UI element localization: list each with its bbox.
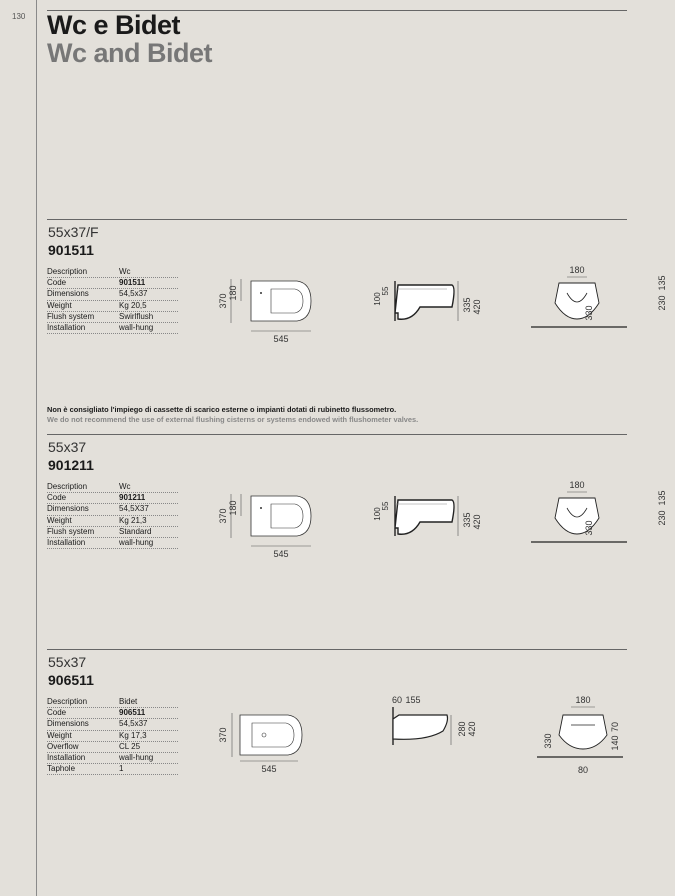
wc-front-view-drawing <box>529 263 667 333</box>
svg-text:370: 370 <box>218 508 228 524</box>
flushing-note <box>47 405 418 425</box>
bidet-front-view-drawing <box>527 693 627 775</box>
svg-text:330: 330 <box>584 305 594 321</box>
svg-text:420: 420 <box>472 299 482 315</box>
wc-top-view-drawing <box>217 271 367 347</box>
spec-row: Weight Kg 17,3 <box>47 731 178 742</box>
svg-text:370: 370 <box>218 727 228 743</box>
bidet-top-view-drawing <box>212 709 342 779</box>
spec-row: Installation wall-hung <box>47 753 178 764</box>
svg-text:180: 180 <box>569 265 585 275</box>
svg-text:280: 280 <box>457 721 467 737</box>
bidet-side-view-drawing <box>387 693 497 753</box>
svg-text:180: 180 <box>569 480 585 490</box>
svg-text:330: 330 <box>543 733 553 749</box>
svg-text:180: 180 <box>228 500 238 516</box>
spec-row: Dimensions 54,5x37 <box>47 719 178 730</box>
section-rule <box>47 434 627 435</box>
svg-text:135: 135 <box>657 275 667 291</box>
note-italian: Non è consigliato l'impiego di cassette di scarico esterne o impianti dotati di rubinetto flussometro. <box>47 405 397 414</box>
spec-row: Dimensions 54,5x37 <box>47 289 178 300</box>
svg-text:60: 60 <box>391 695 403 705</box>
note-english: We do not recommend the use of external flushing cisterns or systems endowed with flushometer valves. <box>47 415 419 424</box>
wc-front-view-drawing <box>529 478 667 548</box>
spec-row: Dimensions 54,5X37 <box>47 504 178 515</box>
svg-text:545: 545 <box>273 549 289 559</box>
svg-text:55: 55 <box>381 286 390 296</box>
spec-table <box>47 697 178 775</box>
svg-text:545: 545 <box>273 334 289 344</box>
product-size: 55x37/F <box>48 224 99 240</box>
product-code: 906511 <box>48 672 94 688</box>
spec-row: Overflow CL 25 <box>47 742 178 753</box>
section-rule <box>47 219 627 220</box>
svg-text:545: 545 <box>261 764 277 774</box>
spec-row: Description Wc <box>47 482 178 493</box>
svg-text:80: 80 <box>577 765 589 775</box>
svg-text:370: 370 <box>218 293 228 309</box>
spec-row: Code 901511 <box>47 278 178 289</box>
spec-row: Code 906511 <box>47 708 178 719</box>
svg-text:230: 230 <box>657 295 667 311</box>
spec-row: Code 901211 <box>47 493 178 504</box>
section-rule <box>47 649 627 650</box>
page-title-english: Wc and Bidet <box>47 38 213 68</box>
product-code: 901511 <box>48 242 94 258</box>
wc-side-view-drawing <box>372 492 492 552</box>
product-size: 55x37 <box>48 439 87 455</box>
svg-text:55: 55 <box>381 501 390 511</box>
spec-table <box>47 482 178 549</box>
svg-text:230: 230 <box>657 510 667 526</box>
svg-text:330: 330 <box>584 520 594 536</box>
product-size: 55x37 <box>48 654 87 670</box>
svg-text:335: 335 <box>462 297 472 313</box>
spec-row: Weight Kg 21,3 <box>47 516 178 527</box>
svg-text:100: 100 <box>373 507 382 521</box>
spec-row: Installation wall-hung <box>47 538 178 549</box>
page-title-italian: Wc e Bidet <box>47 10 181 40</box>
svg-text:180: 180 <box>575 695 591 705</box>
svg-text:420: 420 <box>467 721 477 737</box>
spec-row: Weight Kg 20,5 <box>47 301 178 312</box>
svg-text:135: 135 <box>657 490 667 506</box>
margin-rule <box>36 0 37 896</box>
svg-text:100: 100 <box>373 292 382 306</box>
spec-table <box>47 267 178 334</box>
svg-text:140: 140 <box>610 735 620 751</box>
spec-row: Installation wall-hung <box>47 323 178 334</box>
spec-row: Taphole 1 <box>47 764 178 775</box>
wc-top-view-drawing <box>217 486 367 562</box>
spec-row: Flush system Swirlflush <box>47 312 178 323</box>
product-code: 901211 <box>48 457 94 473</box>
svg-text:335: 335 <box>462 512 472 528</box>
spec-row: Description Bidet <box>47 697 178 708</box>
svg-text:155: 155 <box>405 695 421 705</box>
wc-side-view-drawing <box>372 277 492 337</box>
svg-text:70: 70 <box>610 721 620 733</box>
page-number: 130 <box>12 12 26 21</box>
svg-text:420: 420 <box>472 514 482 530</box>
spec-row: Flush system Standard <box>47 527 178 538</box>
svg-text:180: 180 <box>228 285 238 301</box>
spec-row: Description Wc <box>47 267 178 278</box>
